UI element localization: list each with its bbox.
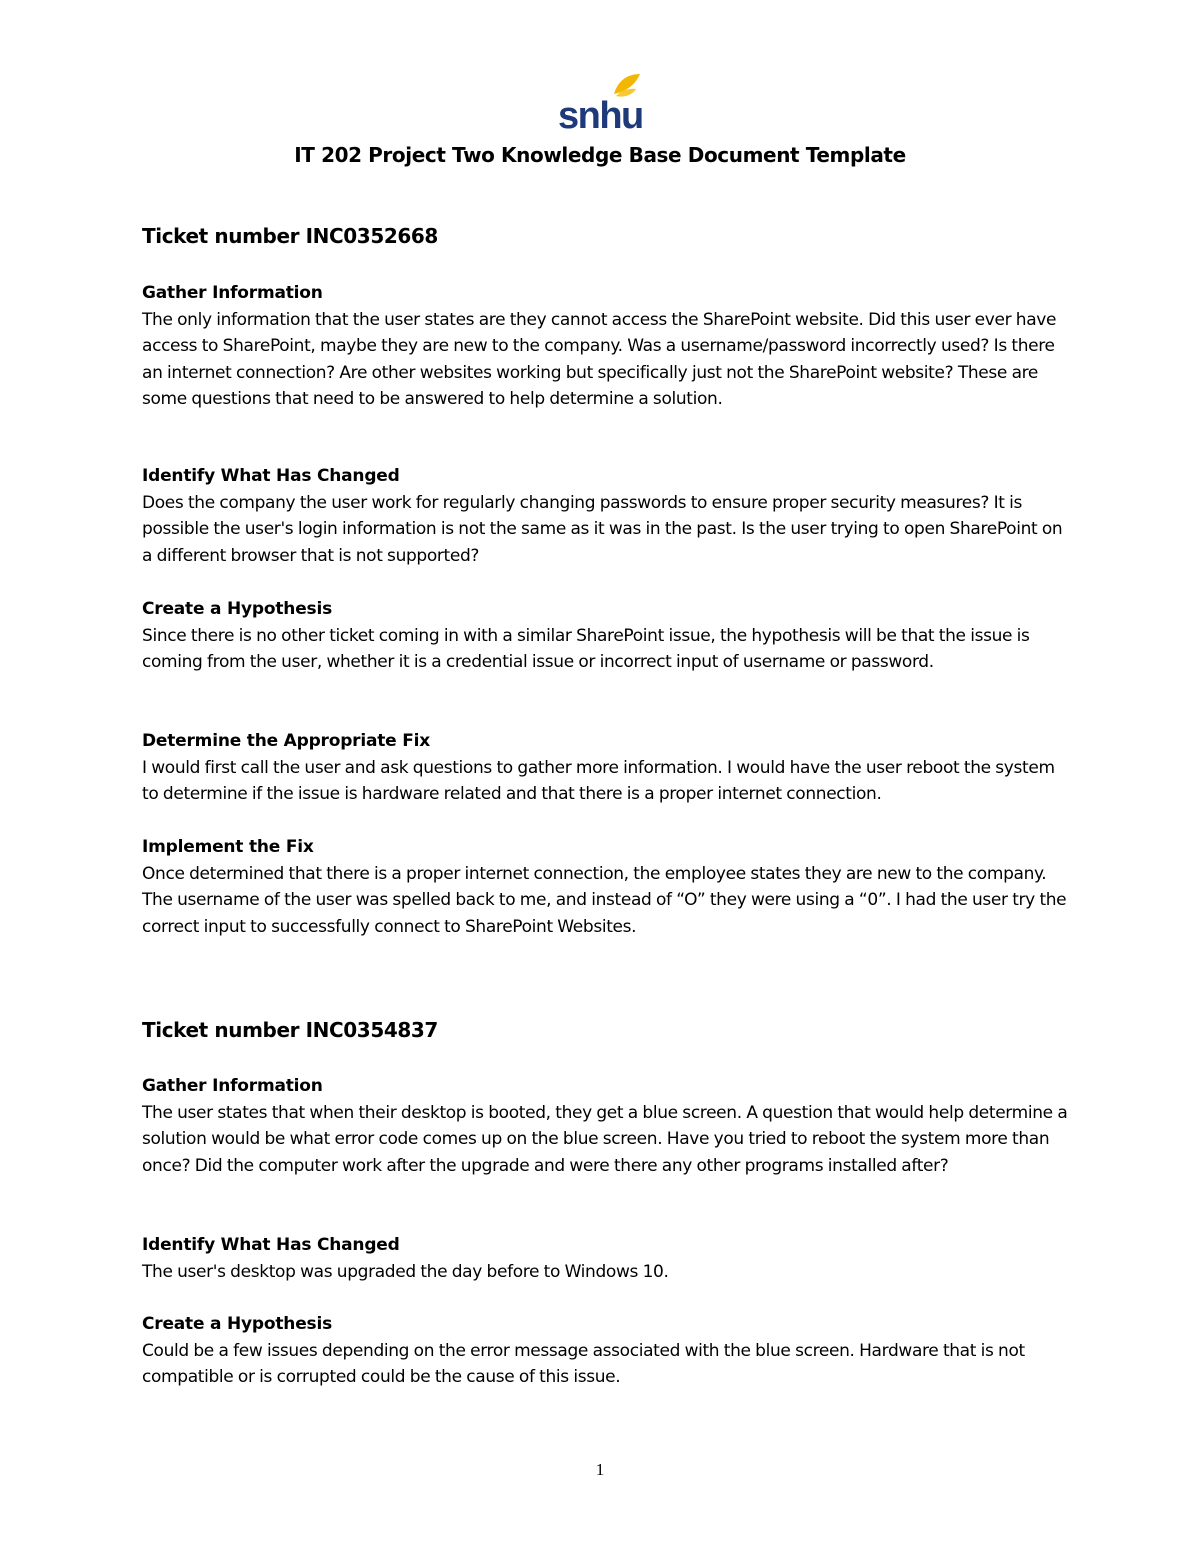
ticket-section: [142, 596, 1072, 676]
ticket-section: [142, 280, 1072, 413]
section-body: Since there is no other ticket coming in with a similar SharePoint issue, the hypothesis will be that the issue is coming from the user, whether it is a credential issue or incorrect input of username or password.: [142, 625, 1030, 672]
ticket-section: [142, 463, 1072, 569]
section-title: Gather Information: [142, 1076, 323, 1096]
logo-text: snhu: [558, 95, 643, 132]
section-body: Does the company the user work for regularly changing passwords to ensure proper security measures? It is possible the user's login information is not the same as it was in the past. Is the user trying to open SharePoint on a different browser that is not supported?: [142, 492, 1063, 566]
section-body: I would first call the user and ask questions to gather more information. I would have the user reboot the system to determine if the issue is hardware related and that there is a proper internet connection.: [142, 757, 1055, 804]
section-title: Create a Hypothesis: [142, 1314, 333, 1334]
ticket-section: [142, 1073, 1072, 1179]
ticket-section: [142, 1311, 1072, 1391]
ticket-section: [142, 728, 1072, 808]
section-body: Once determined that there is a proper internet connection, the employee states they are new to the company. The username of the user was spelled back to me, and instead of “O” they were using a “0”. I had the user try the correct input to successfully connect to SharePoint Websites.: [142, 863, 1067, 937]
ticket-heading: Ticket number INC0352668: [142, 224, 438, 248]
section-title: Gather Information: [142, 283, 323, 303]
document-title: IT 202 Project Two Knowledge Base Document Template: [294, 143, 906, 167]
page-number: 1: [595, 1460, 605, 1479]
section-body: The user states that when their desktop is booted, they get a blue screen. A question that would help determine a solution would be what error code comes up on the blue screen. Have you tried to reboot the system more than once? Did the computer work after the upgrade and were there any other programs installed after?: [142, 1102, 1068, 1176]
snhu-logo: [556, 72, 646, 132]
section-title: Identify What Has Changed: [142, 466, 400, 486]
ticket-section: [142, 834, 1072, 940]
section-title: Identify What Has Changed: [142, 1235, 400, 1255]
section-body: The only information that the user states are they cannot access the SharePoint website. Did this user ever have access to SharePoint, maybe they are new to the company. Was a username/password incorrectly used? Is there an internet connection? Are other websites working but specifically just not the SharePoint website? These are some questions that need to be answered to help determine a solution.: [142, 309, 1057, 409]
section-body: Could be a few issues depending on the error message associated with the blue screen. Hardware that is not compatible or is corrupted could be the cause of this issue.: [142, 1340, 1025, 1387]
section-title: Create a Hypothesis: [142, 599, 333, 619]
ticket-heading: Ticket number INC0354837: [142, 1018, 438, 1042]
section-title: Implement the Fix: [142, 837, 314, 857]
ticket-section: [142, 1232, 1072, 1285]
section-body: The user's desktop was upgraded the day before to Windows 10.: [142, 1261, 669, 1282]
snhu-logo-graphic: [556, 72, 646, 132]
section-title: Determine the Appropriate Fix: [142, 731, 431, 751]
